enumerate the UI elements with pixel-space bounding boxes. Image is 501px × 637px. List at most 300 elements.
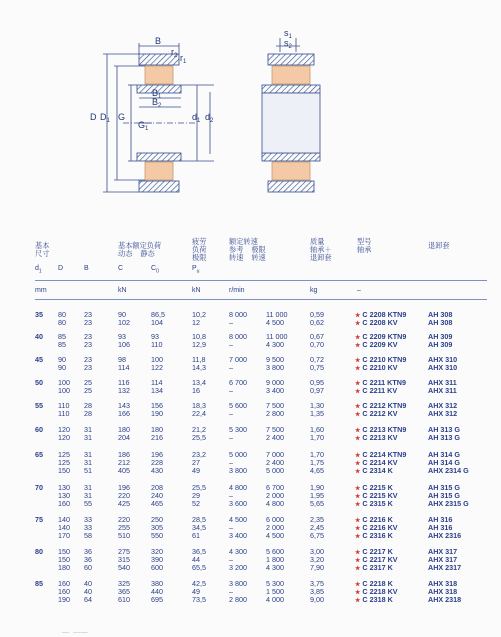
- table-cell: 28: [84, 401, 92, 410]
- bearing-designation: C 2212 KV: [362, 409, 398, 419]
- table-cell: 160: [58, 579, 70, 588]
- table-cell: 90: [118, 310, 126, 319]
- table-cell: 36: [84, 555, 92, 565]
- table-cell: 143: [118, 401, 130, 410]
- table-cell: 150: [58, 466, 70, 476]
- label-r2: $r_2$: [171, 47, 178, 59]
- table-cell: 36,5: [192, 547, 206, 556]
- table-cell: 204: [118, 433, 130, 443]
- bearing-designation: C 2315 K: [362, 499, 393, 509]
- unit-kg: kg: [310, 287, 318, 294]
- star-icon: ★: [355, 366, 361, 373]
- bore-diameter: 70: [35, 483, 43, 492]
- table-cell: 7 500: [266, 425, 284, 434]
- header-designation: 型号 轴承: [357, 237, 372, 255]
- table-cell: AHX 2314 G: [428, 466, 469, 476]
- table-cell: 3,20: [310, 555, 324, 565]
- table-cell: 1,35: [310, 409, 324, 419]
- table-cell: [355, 364, 398, 374]
- star-icon: ★: [355, 590, 361, 597]
- table-cell: 0,97: [310, 386, 324, 396]
- table-cell: 540: [118, 563, 130, 573]
- table-cell: AHX 2316: [428, 531, 462, 541]
- side-roller-top: [272, 66, 310, 84]
- table-cell: 1,70: [310, 433, 324, 443]
- table-cell: 85: [58, 340, 66, 350]
- table-cell: 0,75: [310, 363, 324, 373]
- table-cell: 4 800: [266, 499, 284, 509]
- table-cell: 4 300: [266, 340, 284, 350]
- bore-diameter: 45: [35, 355, 43, 364]
- table-cell: –: [229, 409, 233, 419]
- table-cell: 1,30: [310, 401, 324, 410]
- table-cell: –: [229, 523, 233, 533]
- table-cell: 58: [84, 531, 92, 541]
- table-cell: [355, 410, 398, 420]
- table-cell: 305: [151, 523, 163, 533]
- table-cell: 60: [84, 563, 92, 573]
- sym-C: C: [118, 265, 124, 272]
- bearing-designation: C 2214 KV: [362, 458, 398, 468]
- table-cell: [355, 564, 393, 574]
- table-cell: 25,5: [192, 433, 206, 443]
- table-cell: AHX 311: [428, 378, 457, 387]
- table-cell: AHX 318: [428, 579, 458, 588]
- table-cell: 0,72: [310, 355, 324, 364]
- unit-kn-loads: kN: [118, 287, 127, 294]
- table-cell: 4,65: [310, 466, 324, 476]
- table-cell: 23: [84, 310, 92, 319]
- bore-diameter: 60: [35, 425, 43, 434]
- table-cell: AH 316: [428, 523, 453, 533]
- star-icon: ★: [355, 494, 361, 501]
- table-cell: 2 800: [266, 409, 284, 419]
- table-cell: 90: [58, 363, 66, 373]
- table-cell: 104: [151, 318, 163, 328]
- table-cell: 3 800: [229, 579, 247, 588]
- table-cell: 1,60: [310, 425, 324, 434]
- table-cell: [355, 387, 397, 397]
- bearing-designation: C 2316 K: [362, 531, 393, 541]
- table-cell: 31: [84, 458, 92, 468]
- side-outer-bottom: [268, 181, 314, 192]
- roller-top: [145, 66, 173, 84]
- star-icon: ★: [355, 598, 361, 605]
- label-G: G: [118, 112, 126, 122]
- bearing-designation: C 2214 KTN9: [362, 450, 407, 459]
- table-cell: 9 000: [266, 378, 284, 387]
- table-cell: 49: [192, 466, 200, 476]
- table-cell: 93: [118, 332, 126, 341]
- table-cell: 80: [58, 318, 66, 328]
- bore-diameter: 40: [35, 332, 43, 341]
- table-cell: 11 000: [266, 310, 288, 319]
- table-cell: 190: [58, 595, 70, 605]
- star-icon: ★: [355, 343, 361, 350]
- table-cell: 8 000: [229, 332, 247, 341]
- table-cell: 11 000: [266, 332, 288, 341]
- bearing-designation: C 2210 KTN9: [362, 355, 407, 364]
- header-load-ratings: 基本额定负荷 动态 静态: [118, 241, 162, 259]
- star-icon: ★: [355, 321, 361, 328]
- table-cell: 22,4: [192, 409, 206, 419]
- table-cell: 31: [84, 433, 92, 443]
- table-cell: 23,2: [192, 450, 206, 459]
- table-cell: AHX 310: [428, 355, 458, 364]
- table-cell: AHX 318: [428, 587, 458, 597]
- inner-ring-bottom: [137, 153, 181, 161]
- table-cell: 4 500: [229, 515, 247, 524]
- table-cell: 52: [192, 499, 200, 509]
- star-icon: ★: [355, 518, 361, 524]
- table-cell: 4 500: [266, 318, 284, 328]
- table-cell: 12: [192, 318, 200, 328]
- bearing-designation: C 2217 KV: [362, 555, 398, 565]
- table-cell: 3 400: [266, 386, 284, 396]
- table-cell: AH 314 G: [428, 450, 460, 459]
- table-cell: 2,35: [310, 515, 324, 524]
- table-cell: 3,85: [310, 587, 324, 597]
- table-cell: 120: [58, 433, 70, 443]
- table-cell: 16: [192, 386, 200, 396]
- table-cell: 2 400: [266, 433, 284, 443]
- table-cell: 14,3: [192, 363, 206, 373]
- table-cell: 34,5: [192, 523, 206, 533]
- star-icon: ★: [355, 381, 361, 387]
- table-cell: AH 313 G: [428, 425, 460, 434]
- label-s2: $s_2$: [284, 38, 292, 50]
- table-cell: AHX 317: [428, 547, 458, 556]
- table-cell: 390: [151, 555, 163, 565]
- table-cell: [355, 532, 393, 542]
- table-cell: 100: [151, 355, 163, 364]
- table-cell: [355, 500, 393, 510]
- table-cell: 90: [58, 355, 66, 364]
- table-cell: 55: [84, 499, 92, 509]
- bore-diameter: 55: [35, 401, 43, 410]
- table-cell: 49: [192, 587, 200, 597]
- table-cell: 64: [84, 595, 92, 605]
- table-cell: 130: [58, 483, 70, 492]
- table-cell: 6 700: [229, 378, 247, 387]
- table-cell: 0,62: [310, 318, 324, 328]
- table-cell: 180: [151, 425, 163, 434]
- star-icon: ★: [355, 534, 361, 541]
- roller-bottom: [145, 162, 173, 180]
- table-cell: 23: [84, 355, 92, 364]
- bearing-designation: C 2213 KV: [362, 433, 398, 443]
- table-cell: 2 400: [266, 458, 284, 468]
- table-cell: –: [229, 433, 233, 443]
- star-icon: ★: [355, 358, 361, 364]
- table-cell: AH 313 G: [428, 433, 460, 443]
- bearing-designation: C 2212 KTN9: [362, 401, 407, 410]
- outer-ring-bottom: [139, 181, 179, 192]
- footer-mark: — ——: [62, 627, 88, 636]
- table-cell: 73,5: [192, 595, 206, 605]
- header-rule: [35, 280, 487, 281]
- table-cell: AHX 312: [428, 409, 458, 419]
- table-cell: 51: [84, 466, 92, 476]
- bearing-designation: C 2317 K: [362, 563, 393, 573]
- table-cell: AH 315 G: [428, 483, 460, 492]
- table-cell: 186: [118, 450, 130, 459]
- table-cell: 5 600: [266, 547, 284, 556]
- table-cell: 120: [58, 425, 70, 434]
- table-cell: AH 316: [428, 515, 453, 524]
- table-cell: 36: [84, 547, 92, 556]
- table-cell: 1,90: [310, 483, 324, 492]
- table-cell: 196: [151, 450, 163, 459]
- table-cell: 3 400: [229, 531, 247, 541]
- bearing-designation: C 2314 K: [362, 466, 393, 476]
- table-cell: 4 000: [266, 595, 284, 605]
- table-cell: 44: [192, 555, 200, 565]
- table-cell: 208: [151, 483, 163, 492]
- table-cell: AHX 2315 G: [428, 499, 469, 509]
- table-cell: 156: [151, 401, 163, 410]
- inner-ring-top: [137, 85, 181, 93]
- bearing-designation: C 2318 K: [362, 595, 393, 605]
- units-rule: [35, 299, 487, 300]
- table-cell: 3 800: [266, 363, 284, 373]
- bearing-designation: C 2210 KV: [362, 363, 398, 373]
- header-dimensions: 基本 尺寸: [35, 241, 50, 259]
- table-cell: 18,3: [192, 401, 206, 410]
- table-cell: 3 200: [229, 563, 247, 573]
- table-cell: 3 600: [229, 499, 247, 509]
- side-roller-bottom: [272, 162, 310, 180]
- sym-C0: $C_0$: [151, 265, 159, 275]
- table-cell: 3,00: [310, 547, 324, 556]
- table-cell: 440: [151, 587, 163, 597]
- label-G1: $G_1$: [138, 120, 149, 132]
- table-cell: 695: [151, 595, 163, 605]
- table-cell: [355, 319, 398, 329]
- table-cell: 0,67: [310, 332, 324, 341]
- table-cell: 2 800: [229, 595, 247, 605]
- unit-kn-fatigue: kN: [192, 287, 201, 294]
- table-cell: 160: [58, 499, 70, 509]
- bearing-designation: C 2208 KTN9: [362, 310, 407, 319]
- table-cell: 4 800: [229, 483, 247, 492]
- table-cell: 114: [151, 378, 163, 387]
- side-inner-top: [262, 85, 320, 93]
- table-cell: 465: [151, 499, 163, 509]
- table-cell: 255: [118, 523, 130, 533]
- table-cell: 25: [84, 378, 92, 387]
- table-cell: 31: [84, 491, 92, 501]
- table-cell: –: [229, 318, 233, 328]
- table-cell: 315: [118, 555, 130, 565]
- table-cell: 430: [151, 466, 163, 476]
- table-cell: 130: [58, 491, 70, 501]
- table-cell: 5 300: [266, 579, 284, 588]
- header-mass: 质量 轴承＋ 退卸套: [310, 237, 332, 263]
- table-cell: 28,5: [192, 515, 206, 524]
- table-cell: 5 000: [266, 466, 284, 476]
- table-cell: 180: [118, 425, 130, 434]
- unit-mm: mm: [35, 287, 47, 294]
- table-cell: 405: [118, 466, 130, 476]
- bearing-designation: C 2218 KV: [362, 587, 398, 597]
- bore-diameter: 65: [35, 450, 43, 459]
- star-icon: ★: [355, 558, 361, 565]
- table-cell: 320: [151, 547, 163, 556]
- table-cell: 106: [118, 340, 130, 350]
- table-cell: 250: [151, 515, 163, 524]
- table-cell: AHX 2317: [428, 563, 462, 573]
- table-cell: 4 300: [266, 563, 284, 573]
- table-cell: 25: [84, 386, 92, 396]
- table-cell: 380: [151, 579, 163, 588]
- table-cell: 98: [118, 355, 126, 364]
- label-B1: $B_1$: [152, 88, 162, 100]
- table-cell: 0,95: [310, 378, 324, 387]
- table-cell: –: [229, 458, 233, 468]
- table-cell: 150: [58, 547, 70, 556]
- table-cell: 216: [151, 433, 163, 443]
- table-cell: 33: [84, 523, 92, 533]
- bearing-designation: C 2215 KV: [362, 491, 398, 501]
- table-cell: AHX 312: [428, 401, 458, 410]
- table-cell: –: [229, 491, 233, 501]
- table-cell: 140: [58, 515, 70, 524]
- table-cell: 5 600: [229, 401, 247, 410]
- star-icon: ★: [355, 486, 361, 492]
- table-cell: –: [229, 363, 233, 373]
- table-cell: 610: [118, 595, 130, 605]
- table-cell: 4 500: [266, 531, 284, 541]
- table-cell: 240: [151, 491, 163, 501]
- table-cell: 10,2: [192, 310, 206, 319]
- table-cell: 42,5: [192, 579, 206, 588]
- table-cell: AHX 317: [428, 555, 458, 565]
- table-cell: 100: [58, 386, 70, 396]
- table-cell: 10,8: [192, 332, 206, 341]
- star-icon: ★: [355, 566, 361, 573]
- table-cell: AH 314 G: [428, 458, 460, 468]
- bore-diameter: 85: [35, 579, 43, 588]
- star-icon: ★: [355, 404, 361, 410]
- table-cell: 7 500: [266, 401, 284, 410]
- bearing-designation: C 2216 K: [362, 515, 393, 524]
- table-cell: AH 308: [428, 318, 453, 328]
- header-fatigue-load: 疲劳 负荷 极限: [192, 237, 207, 263]
- table-cell: –: [229, 386, 233, 396]
- table-cell: 7 000: [229, 355, 247, 364]
- star-icon: ★: [355, 389, 361, 396]
- table-cell: 65,5: [192, 563, 206, 573]
- bearing-designation: C 2209 KTN9: [362, 332, 407, 341]
- table-cell: 23: [84, 332, 92, 341]
- table-cell: –: [229, 555, 233, 565]
- table-cell: 2 000: [266, 491, 284, 501]
- table-cell: [355, 434, 398, 444]
- table-cell: 31: [84, 483, 92, 492]
- table-cell: 29: [192, 491, 200, 501]
- side-bore: [262, 93, 320, 153]
- table-cell: 102: [118, 318, 130, 328]
- bore-diameter: 35: [35, 310, 43, 319]
- table-cell: 33: [84, 515, 92, 524]
- table-cell: 220: [118, 515, 130, 524]
- table-cell: 12,9: [192, 340, 206, 350]
- bearing-designation: C 2211 KTN9: [362, 378, 406, 387]
- header-sleeve: 退卸套: [428, 241, 450, 250]
- table-cell: 80: [58, 310, 66, 319]
- table-cell: 3 800: [229, 466, 247, 476]
- table-cell: 40: [84, 587, 92, 597]
- table-cell: 1,95: [310, 491, 324, 501]
- table-cell: 140: [58, 523, 70, 533]
- table-cell: 6,75: [310, 531, 324, 541]
- table-cell: 122: [151, 363, 163, 373]
- table-cell: 116: [118, 378, 130, 387]
- star-icon: ★: [355, 526, 361, 533]
- bearing-designation: C 2208 KV: [362, 318, 398, 328]
- table-cell: 4 300: [229, 547, 247, 556]
- table-cell: [355, 467, 393, 477]
- table-cell: 1 800: [266, 555, 284, 565]
- table-cell: 13,4: [192, 378, 206, 387]
- table-cell: 600: [151, 563, 163, 573]
- table-cell: 325: [118, 579, 130, 588]
- table-cell: [355, 341, 398, 351]
- table-cell: 9,00: [310, 595, 324, 605]
- table-cell: 8 000: [229, 310, 247, 319]
- table-cell: 5 000: [229, 450, 247, 459]
- bearing-designation: C 2209 KV: [362, 340, 398, 350]
- bearing-designation: C 2218 K: [362, 579, 393, 588]
- table-cell: 150: [58, 555, 70, 565]
- table-cell: 23: [84, 363, 92, 373]
- sym-Pu: $P_u$: [192, 265, 200, 275]
- table-cell: AH 315 G: [428, 491, 460, 501]
- table-cell: 110: [58, 409, 70, 419]
- table-cell: 196: [118, 483, 130, 492]
- table-cell: 180: [58, 563, 70, 573]
- star-icon: ★: [355, 335, 361, 341]
- unit-desig: –: [357, 287, 361, 294]
- bore-diameter: 80: [35, 547, 43, 556]
- table-cell: AHX 310: [428, 363, 458, 373]
- table-cell: AHX 2318: [428, 595, 462, 605]
- table-cell: 6 700: [266, 483, 284, 492]
- bore-diameter: 75: [35, 515, 43, 524]
- table-cell: 1 500: [266, 587, 284, 597]
- table-cell: 86,5: [151, 310, 165, 319]
- table-cell: 365: [118, 587, 130, 597]
- table-cell: AH 309: [428, 340, 453, 350]
- label-D1: $D_1$: [100, 112, 110, 124]
- table-cell: AHX 311: [428, 386, 457, 396]
- table-cell: 125: [58, 450, 70, 459]
- sym-D: D: [58, 265, 64, 272]
- table-cell: 170: [58, 531, 70, 541]
- star-icon: ★: [355, 428, 361, 434]
- table-cell: 125: [58, 458, 70, 468]
- bearing-designation: C 2217 K: [362, 547, 393, 556]
- label-B: B: [155, 36, 162, 46]
- label-d1: $d_1$: [192, 112, 201, 124]
- table-cell: 7 000: [266, 450, 284, 459]
- table-cell: 0,70: [310, 340, 324, 350]
- table-cell: 28: [84, 409, 92, 419]
- sym-B: B: [84, 265, 89, 272]
- table-cell: 2 000: [266, 523, 284, 533]
- table-cell: 1,70: [310, 450, 324, 459]
